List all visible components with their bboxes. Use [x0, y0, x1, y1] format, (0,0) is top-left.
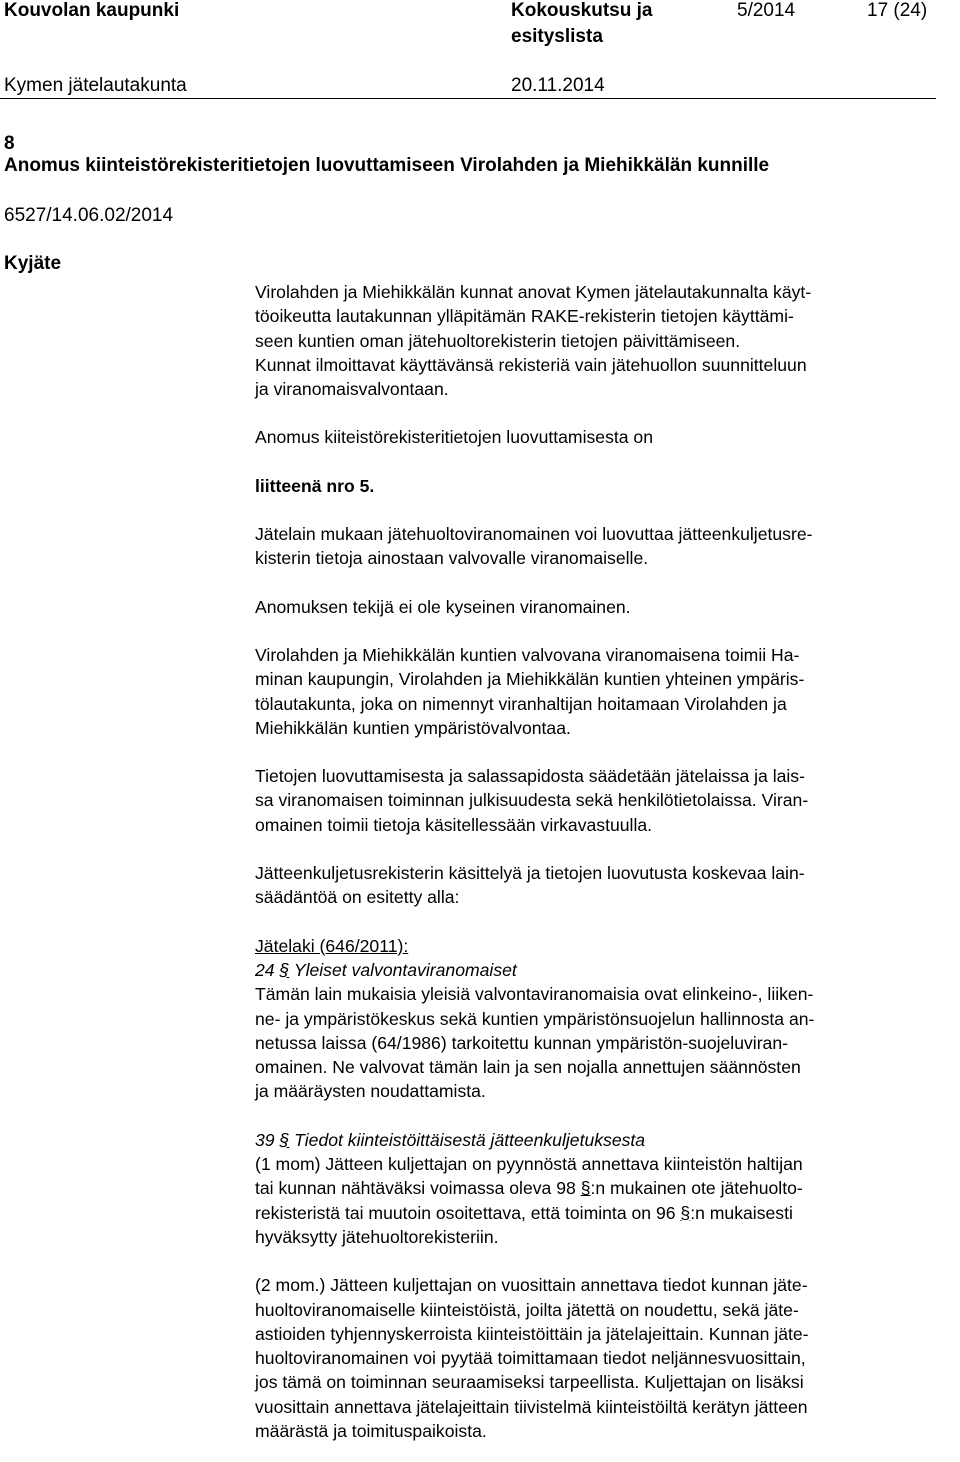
paragraph-attachment-ref: [255, 474, 935, 498]
section-sign: §: [580, 1178, 591, 1199]
text-fragment: rekisteristä tai muutoin osoitettava, että toiminta on 96: [255, 1202, 681, 1223]
text-line: Anomuksen tekijä ei ole kyseinen viranomainen.: [255, 596, 631, 617]
section-39-number: 39: [255, 1129, 275, 1150]
text-line: Miehikkälän kuntien ympäristövalvontaa.: [255, 717, 571, 738]
text-line: määrästä ja toimituspaikoista.: [255, 1420, 487, 1441]
header-rule: [0, 98, 936, 99]
paragraph-confidentiality: [255, 764, 935, 837]
text-line: tölautakunta, joka on nimennyt viranhaltijan hoitamaan Virolahden ja: [255, 693, 787, 714]
text-line: [255, 1201, 935, 1225]
text-line: Tietojen luovuttamisesta ja salassapidosta säädetään jätelaissa ja lais-: [255, 766, 805, 787]
text-line: sa viranomaisen toiminnan julkisuudesta sekä henkilötietolaissa. Viran-: [255, 790, 809, 811]
meeting-number: 5/2014: [737, 0, 796, 21]
text-line: Virolahden ja Miehikkälän kuntien valvovana viranomaisena toimii Ha-: [255, 644, 800, 665]
section-24-heading: [255, 958, 935, 982]
section-24-title: Yleiset valvontaviranomaiset: [293, 959, 517, 980]
section-39-title: Tiedot kiinteistöittäisestä jätteenkuljetuksesta: [294, 1129, 646, 1150]
paragraph-attachment-intro: [255, 425, 935, 449]
text-line: omainen. Ne valvovat tämän lain ja sen nojalla annettujen säännösten: [255, 1057, 801, 1078]
text-fragment: :n mukainen ote jätehuolto-: [590, 1178, 803, 1199]
board-name: Kymen jätelautakunta: [4, 75, 187, 96]
text-line: säädäntöä on esitetty alla:: [255, 887, 460, 908]
text-line: ja viranomaisvalvontaan.: [255, 379, 449, 400]
section-39-heading: [255, 1128, 935, 1152]
text-line: Virolahden ja Miehikkälän kunnat anovat Kymen jätelautakunnalta käyt-: [255, 282, 812, 302]
meeting-date: 20.11.2014: [511, 75, 605, 96]
text-line: jos tämä on toiminnan seuraamiseksi tarpeellista. Kuljettajan on lisäksi: [255, 1372, 804, 1393]
text-line: (2 mom.) Jätteen kuljettajan on vuosittain annettava tiedot kunnan jäte-: [255, 1275, 808, 1296]
section-sign: §: [279, 959, 290, 980]
paragraph-law-section-39: [255, 1128, 935, 1249]
text-line: töoikeutta lautakunnan ylläpitämän RAKE-rekisterin tietojen käyttämi-: [255, 306, 794, 327]
text-fragment: :n mukaisesti: [690, 1202, 793, 1223]
attachment-reference: liitteenä nro 5.: [255, 475, 375, 496]
text-line: Anomus kiiteistörekisteritietojen luovuttamisesta on: [255, 427, 653, 448]
paragraph-law-section-24: [255, 934, 935, 1104]
text-line: Tämän lain mukaisia yleisiä valvontaviranomaisia ovat elinkeino-, liiken-: [255, 984, 814, 1005]
text-line: netussa laissa (64/1986) tarkoitettu kunnan ympäristön-suojeluviran-: [255, 1032, 788, 1053]
case-id: 6527/14.06.02/2014: [4, 205, 174, 226]
text-line: (1 mom) Jätteen kuljettajan on pyynnöstä annettava kiinteistön haltijan: [255, 1154, 803, 1175]
paragraph-supervising-authority: [255, 643, 935, 740]
text-line: minan kaupungin, Virolahden ja Miehikkälän kuntien yhteinen ympäris-: [255, 669, 805, 690]
paragraph-legislation-intro: [255, 861, 935, 910]
text-line: [255, 1176, 935, 1200]
text-line: ja määräysten noudattamista.: [255, 1081, 486, 1102]
text-line: seen kuntien oman jätehuoltorekisterin tietojen päivittämiseen.: [255, 330, 741, 351]
text-line: Jätelain mukaan jätehuoltoviranomainen voi luovuttaa jätteenkuljetusre-: [255, 524, 813, 545]
text-line: Jätteenkuljetusrekisterin käsittelyä ja tietojen luovutusta koskevaa lain-: [255, 863, 805, 884]
section-sign: §: [279, 1129, 290, 1150]
text-fragment: tai kunnan nähtäväksi voimassa oleva 98: [255, 1178, 581, 1199]
text-line: Kunnat ilmoittavat käyttävänsä rekisteriä vain jätehuollon suunnitteluun: [255, 354, 807, 375]
paragraph-applicant: [255, 595, 935, 619]
section-number: 8: [4, 133, 15, 154]
doc-type-line2: esityslista: [511, 26, 603, 47]
org-name: Kouvolan kaupunki: [4, 0, 180, 21]
text-line: astioiden tyhjennyskerroista kiinteistöittäin ja jätelajeittain. Kunnan jäte-: [255, 1323, 809, 1344]
text-line: kisterin tietoja ainostaan valvovalle viranomaiselle.: [255, 548, 649, 569]
page-number: 17 (24): [867, 0, 928, 21]
law-title: Jätelaki (646/2011):: [255, 935, 409, 956]
section-title: Anomus kiinteistörekisteritietojen luovuttamiseen Virolahden ja Miehikkälän kunnille: [4, 155, 770, 176]
kyjate-label: Kyjäte: [4, 253, 62, 274]
text-line: ne- ja ympäristökeskus sekä kuntien ympäristönsuojelun hallinnosta an-: [255, 1008, 815, 1029]
paragraph-request: [255, 280, 935, 401]
paragraph-law-disclosure: [255, 522, 935, 571]
paragraph-section-39-mom-2: [255, 1273, 935, 1443]
doc-type-line1: Kokouskutsu ja: [511, 0, 653, 21]
text-line: hyväksytty jätehuoltorekisteriin.: [255, 1226, 499, 1247]
text-line: huoltoviranomainen voi pyytää toimittamaan tiedot neljännesvuosittain,: [255, 1348, 806, 1369]
text-line: omainen toimii tietoja käsitellessään virkavastuulla.: [255, 814, 653, 835]
section-24-number: 24: [255, 959, 275, 980]
section-sign: §: [680, 1202, 691, 1223]
text-line: vuosittain annettava jätelajeittain tiivistelmä kiinteistöiltä kerätyn jätteen: [255, 1396, 808, 1417]
document-body: [255, 280, 935, 1443]
text-line: huoltoviranomaiselle kiinteistöistä, joilta jätettä on noudettu, sekä jäte-: [255, 1299, 799, 1320]
